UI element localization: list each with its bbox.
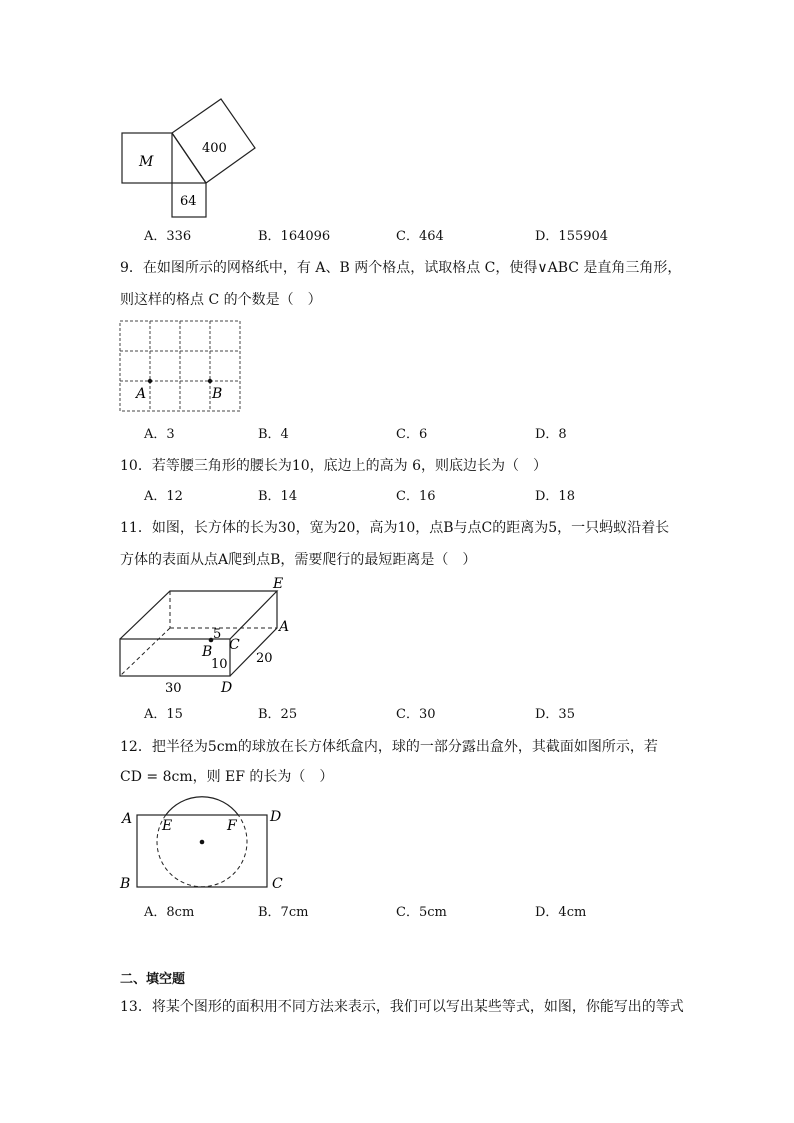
q9-option-d[interactable]: D．8 [535,427,567,442]
q12-option-a[interactable]: A．8cm [144,905,195,920]
label-a: A [136,386,147,402]
point-b [209,638,214,643]
ball-center [200,840,205,845]
q10-option-a[interactable]: A．12 [144,489,183,504]
label-a: A [122,811,133,827]
q12-option-c[interactable]: C．5cm [396,905,447,920]
q9-option-a[interactable]: A．3 [144,427,175,442]
label-d: D [221,680,233,696]
label-thirty: 30 [165,681,182,696]
label-d: D [270,809,282,825]
section-heading-fill-in: 二、填空题 [120,972,186,987]
label-e: E [273,576,284,592]
q12-question-line1: 12．把半径为5cm的球放在长方体纸盒内，球的一部分露出盒外，其截面如图所示，若 [120,739,658,755]
label-ten: 10 [211,657,228,672]
q10-option-b[interactable]: B．14 [258,489,298,504]
point-b [208,379,212,383]
label-c: C [229,637,240,653]
q12-option-d[interactable]: D．4cm [535,905,587,920]
q11-question-line2: 方体的表面从点A爬到点B，需要爬行的最短距离是（ ） [120,552,477,568]
q13-question: 13．将某个图形的面积用不同方法来表示，我们可以写出某些等式，如图，你能写出的等式 [120,999,684,1015]
q11-option-a[interactable]: A．15 [144,707,183,722]
label-b: B [212,386,223,402]
q11-question-line1: 11．如图，长方体的长为30，宽为20，高为10，点B与点C的距离为5，一只蚂蚁沿着长 [120,520,670,536]
q8-option-a[interactable]: A．336 [144,229,192,244]
square-m [122,133,172,183]
label-twenty: 20 [256,651,273,666]
q11-option-d[interactable]: D．35 [535,707,575,722]
q12-question-line2: CD = 8cm，则 EF 的长为（ ） [120,769,334,785]
q9-option-c[interactable]: C．6 [396,427,428,442]
q9-option-b[interactable]: B．4 [258,427,289,442]
label-f: F [227,818,237,834]
ball-hidden-arc [157,815,247,887]
square-64 [172,183,206,217]
label-c: C [272,876,283,892]
ball-visible-arc [166,797,238,815]
q11-option-c[interactable]: C．30 [396,707,436,722]
label-b: B [120,876,131,892]
q8-option-b[interactable]: B．164096 [258,229,331,244]
triangle-hypotenuse [172,133,206,183]
label-e: E [162,818,173,834]
label-64: 64 [180,194,197,209]
q9-question-line2: 则这样的格点 C 的个数是（ ） [120,292,322,308]
label-b: B [202,644,213,660]
label-a: A [279,619,290,635]
q11-option-b[interactable]: B．25 [258,707,298,722]
q10-option-d[interactable]: D．18 [535,489,575,504]
front-face [120,639,230,676]
point-a [148,379,152,383]
q9-question-line1: 9．在如图所示的网格纸中，有 A、B 两个格点，试取格点 C，使得∨ABC 是直角三角形， [120,260,682,276]
label-400: 400 [202,141,227,156]
label-m: M [139,154,154,170]
square-400 [172,99,255,183]
q10-question: 10．若等腰三角形的腰长为10，底边上的高为 6，则底边长为（ ） [120,458,547,474]
q10-option-c[interactable]: C．16 [396,489,436,504]
q8-option-d[interactable]: D．155904 [535,229,609,244]
q12-option-b[interactable]: B．7cm [258,905,309,920]
q8-option-c[interactable]: C．464 [396,229,444,244]
label-five: 5 [213,627,222,642]
box-rect [137,815,267,887]
